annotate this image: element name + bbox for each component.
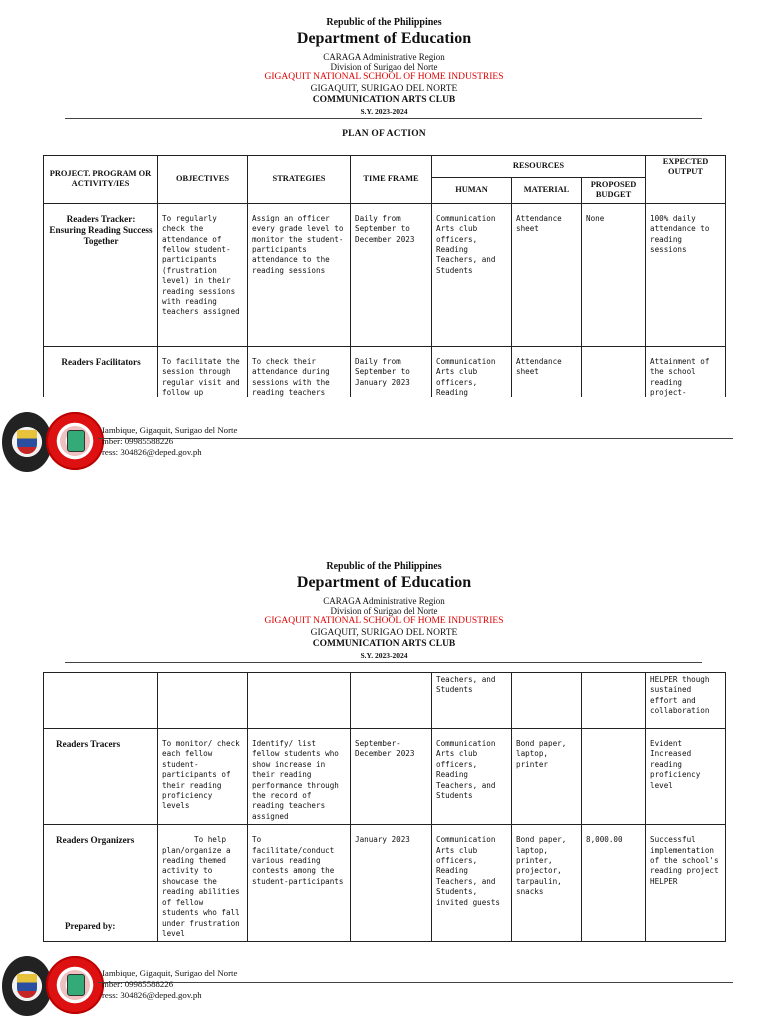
footer-address: Iambique, Gigaquit, Surigao del Norte bbox=[102, 968, 238, 978]
school-year: S.Y. 2023-2024 bbox=[360, 107, 408, 116]
prepared-by-label: Prepared by: bbox=[65, 921, 116, 931]
col-header-human: HUMAN bbox=[432, 178, 512, 204]
material-cell: Bond paper, laptop, printer, projector, tarpaulin, snacks bbox=[512, 825, 582, 942]
deped-seal-logo bbox=[2, 412, 52, 472]
human-cell: Communication Arts club officers, Reading Teachers, and Students bbox=[432, 729, 512, 825]
table-row bbox=[44, 203, 726, 346]
republic-line: Republic of the Philippines bbox=[326, 561, 442, 572]
header-divider bbox=[65, 662, 702, 663]
footer-email: ress: 304826@deped.gov.ph bbox=[102, 447, 202, 457]
output-cell: Successful implementation of the school's reading project HELPER bbox=[646, 825, 726, 942]
objectives-cell bbox=[158, 673, 248, 729]
school-seal-logo bbox=[46, 412, 104, 470]
col-header-project: PROJECT. PROGRAM OR ACTIVITY/IES bbox=[44, 156, 158, 204]
footer-address: Iambique, Gigaquit, Surigao del Norte bbox=[102, 425, 238, 435]
output-cell: HELPER though sustained effort and collaboration bbox=[646, 673, 726, 729]
objectives-cell: To help plan/organize a reading themed activity to showcase the reading abilities of fellow students who fall under frustration level bbox=[158, 825, 248, 942]
header-divider bbox=[65, 118, 702, 119]
col-header-time-frame: TIME FRAME bbox=[351, 156, 432, 204]
human-cell: Teachers, and Students bbox=[432, 673, 512, 729]
strategies-cell: To facilitate/conduct various reading contests among the student-participants bbox=[248, 825, 351, 942]
school-year: S.Y. 2023-2024 bbox=[360, 651, 408, 660]
col-header-resources: RESOURCES bbox=[432, 156, 646, 178]
project-name bbox=[44, 673, 158, 729]
time-frame-cell bbox=[351, 673, 432, 729]
region-line: CARAGA Administrative Region bbox=[323, 596, 445, 606]
deped-seal-logo bbox=[2, 956, 52, 1016]
strategies-cell bbox=[248, 673, 351, 729]
school-name: GIGAQUIT NATIONAL SCHOOL OF HOME INDUSTRIES bbox=[264, 72, 504, 82]
time-frame-cell: Daily from September to December 2023 bbox=[351, 203, 432, 346]
strategies-cell: To check their attendance during sessions with the reading teachers bbox=[248, 346, 351, 397]
objectives-cell: To facilitate the session through regular visit and follow up bbox=[158, 346, 248, 397]
output-cell: Attainment of the school reading project- bbox=[646, 346, 726, 397]
division-line: Division of Surigao del Norte bbox=[330, 62, 438, 72]
budget-cell: None bbox=[582, 203, 646, 346]
objectives-cell: To monitor/ check each fellow student-participants of their reading proficiency levels bbox=[158, 729, 248, 825]
project-name: Readers Facilitators bbox=[44, 346, 158, 397]
budget-cell bbox=[582, 729, 646, 825]
department-title: Department of Education bbox=[296, 574, 472, 591]
project-name: Readers Tracker: Ensuring Reading Success Together bbox=[44, 203, 158, 346]
table-row bbox=[44, 729, 726, 825]
division-line: Division of Surigao del Norte bbox=[330, 606, 438, 616]
project-name: Readers Organizers bbox=[44, 825, 158, 942]
plan-table-page-1-viewport bbox=[0, 155, 768, 397]
table-header-row bbox=[44, 156, 726, 178]
col-header-objectives: OBJECTIVES bbox=[158, 156, 248, 204]
project-name: Readers Tracers bbox=[44, 729, 158, 825]
department-title: Department of Education bbox=[296, 30, 472, 47]
output-cell: Evident Increased reading proficiency level bbox=[646, 729, 726, 825]
output-cell: 100% daily attendance to reading sessions bbox=[646, 203, 726, 346]
footer-contact bbox=[102, 425, 502, 458]
material-cell: Attendance sheet bbox=[512, 203, 582, 346]
footer-email: ress: 304826@deped.gov.ph bbox=[102, 990, 202, 1000]
plan-of-action-table bbox=[43, 155, 726, 397]
material-cell: Bond paper, laptop, printer bbox=[512, 729, 582, 825]
time-frame-cell: Daily from September to January 2023 bbox=[351, 346, 432, 397]
table-row bbox=[44, 673, 726, 729]
col-header-strategies: STRATEGIES bbox=[248, 156, 351, 204]
material-cell: Attendance sheet bbox=[512, 346, 582, 397]
material-cell bbox=[512, 673, 582, 729]
budget-cell bbox=[582, 346, 646, 397]
school-name: GIGAQUIT NATIONAL SCHOOL OF HOME INDUSTRIES bbox=[264, 616, 504, 626]
human-cell: Communication Arts club officers, Reading bbox=[432, 346, 512, 397]
plan-title: PLAN OF ACTION bbox=[342, 129, 426, 139]
region-line: CARAGA Administrative Region bbox=[323, 52, 445, 62]
time-frame-cell: January 2023 bbox=[351, 825, 432, 942]
col-header-material: MATERIAL bbox=[512, 178, 582, 204]
table-row bbox=[44, 825, 726, 942]
col-header-budget: PROPOSED BUDGET bbox=[582, 178, 646, 204]
budget-cell bbox=[582, 673, 646, 729]
col-header-output: EXPECTED OUTPUT bbox=[646, 156, 726, 204]
school-address: GIGAQUIT, SURIGAO DEL NORTE bbox=[310, 84, 458, 94]
footer-number: mber: 09985588226 bbox=[102, 979, 174, 989]
republic-line: Republic of the Philippines bbox=[326, 17, 442, 28]
school-seal-logo bbox=[46, 956, 104, 1014]
strategies-cell: Identify/ list fellow students who show increase in their reading performance through the record of reading teachers assigned bbox=[248, 729, 351, 825]
budget-cell: 8,000.00 bbox=[582, 825, 646, 942]
footer-number: mber: 09985588226 bbox=[102, 436, 174, 446]
strategies-cell: Assign an officer every grade level to monitor the student-participants attendance to the reading sessions bbox=[248, 203, 351, 346]
human-cell: Communication Arts club officers, Reading Teachers, and Students, invited guests bbox=[432, 825, 512, 942]
time-frame-cell: September-December 2023 bbox=[351, 729, 432, 825]
plan-of-action-table-continued bbox=[43, 672, 726, 942]
objectives-cell: To regularly check the attendance of fellow student-participants (frustration level) in their reading sessions with reading teachers assigned bbox=[158, 203, 248, 346]
club-name: COMMUNICATION ARTS CLUB bbox=[312, 639, 456, 649]
table-row bbox=[44, 346, 726, 397]
human-cell: Communication Arts club officers, Reading Teachers, and Students bbox=[432, 203, 512, 346]
footer-contact bbox=[102, 968, 502, 1001]
school-address: GIGAQUIT, SURIGAO DEL NORTE bbox=[310, 628, 458, 638]
club-name: COMMUNICATION ARTS CLUB bbox=[312, 95, 456, 105]
